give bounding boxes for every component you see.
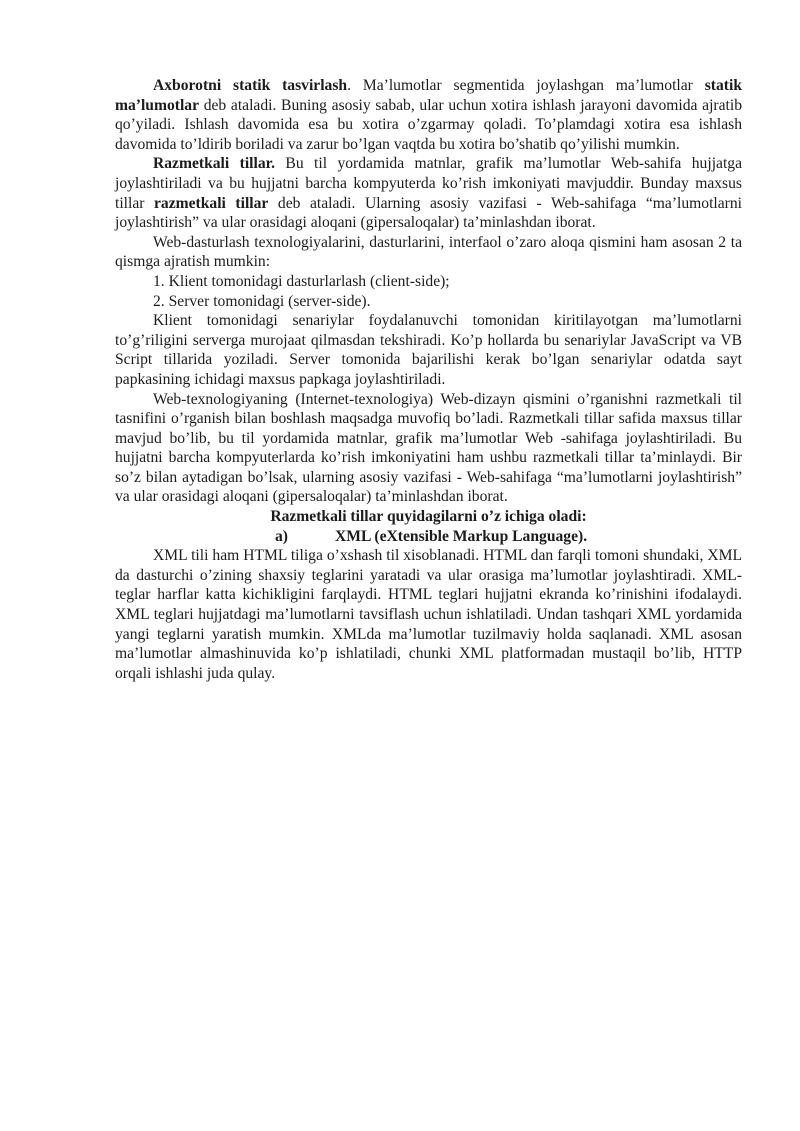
document-page bbox=[115, 76, 742, 683]
paragraph-text: deb ataladi. Ularning asosiy vazifasi - Web-sahifaga “ma’lumotlarni joylashtirish” va ular orasidagi aloqani (gipersaloqalar) ta’minlashdan iborat. bbox=[115, 194, 743, 232]
list-item-client-side: 1. Klient tomonidagi dasturlarlash (client-side); bbox=[153, 272, 450, 290]
paragraph-client-scenarios: Klient tomonidagi senariylar foydalanuvchi tomonidan kiritilayotgan ma’lumotlarni to’g’riligini serverga murojaat qilmasdan tekshiradi. Ko’p hollarda bu senariylar JavaScript va VB Script tillarida yoziladi. Server tomonida bajarilishi kerak bo’lgan senariylar odatda sayt papkasining ichidagi maxsus papkaga joylashtiriladi. bbox=[115, 312, 742, 388]
term-markup-languages: Razmetkali tillar. bbox=[153, 155, 276, 173]
paragraph-web-programming: Web-dasturlash texnologiyalarini, dasturlarini, interfaol o’zaro aloqa qismini ham asosan 2 ta qismga ajratish mumkin: bbox=[115, 233, 742, 271]
subheading-marker: a) bbox=[275, 527, 288, 545]
list-item-server-side: 2. Server tomonidagi (server-side). bbox=[153, 292, 371, 310]
paragraph-text: Bu til yordamida matnlar, grafik ma’lumotlar Web-sahifa hujjatga joylashtiriladi va bu hujjatni barcha kompyuterda ko’rish imkoniyati mavjuddir. Bunday maxsus tillar bbox=[115, 155, 742, 212]
term-static-data: statik ma’lumotlar bbox=[115, 77, 742, 114]
section-heading: Razmetkali tillar quyidagilarni o’z ichiga oladi: bbox=[270, 508, 587, 526]
paragraph-markup-languages bbox=[115, 154, 742, 232]
term-markup-languages-inline: razmetkali tillar bbox=[154, 194, 269, 212]
subheading-xml bbox=[115, 527, 742, 547]
paragraph-text: . Ma’lumotlar segmentida joylashgan ma’lumotlar bbox=[347, 77, 705, 94]
paragraph-text: deb ataladi. Buning asosiy sabab, ular uchun xotira ishlash jarayoni davomida ajratib qo’yiladi. Ishlash davomida esa bu xotira o’zgarmay qoladi. To’plamdagi xotira esa ishlash davomida to’ldirib boriladi va zarur bo’lgan vaqtda bu xotira bo’shatib qo’yilishi mumkin. bbox=[115, 96, 742, 153]
paragraph-static-description bbox=[115, 76, 742, 154]
paragraph-web-technology: Web-texnologiyaning (Internet-texnologiya) Web-dizayn qismini o’rganishni razmetkali til tasnifini o’rganish bilan boshlash maqsadga muvofiq bo’ladi. Razmetkali tillar safida maxsus tillar mavjud bo’lib, bu til yordamida matnlar, grafik ma’lumotlar Web -sahifaga joylashtiriladi. Bu hujjatni barcha kompyuterlarda ko’rish imkoniyatini ham ushbu razmetkali tillar ta’minlaydi. Bir so’z bilan aytadigan bo’lsak, ularning asosiy vazifasi - Web-sahifaga “ma’lumotlarni joylashtirish” va ular orasidagi aloqani (gipersaloqalar) ta’minlashdan iborat. bbox=[115, 390, 742, 506]
term-static-description: Axborotni statik tasvirlash bbox=[153, 77, 348, 94]
subheading-text: XML (eXtensible Markup Language). bbox=[335, 527, 588, 545]
paragraph-xml: XML tili ham HTML tiliga o’xshash til xisoblanadi. HTML dan farqli tomoni shundaki, XML da dasturchi o’zining shaxsiy teglarini yaratadi va ular orasiga ma’lumotlar joylashtiradi. XML-teglar harflar katta kichikligini farqlaydi. HTML teglari hujjatni ekranda ko’rinishini ifodalaydi. XML teglari hujjatdagi ma’lumotlarni tavsiflash uchun ishlatiladi. Undan tashqari XML yordamida yangi teglarni yaratish mumkin. XMLda ma’lumotlar tuzilmaviy holda saqlanadi. XML asosan ma’lumotlar almashinuvida ko’p ishlatiladi, chunki XML platformadan mustaqil bo’lib, HTTP orqali ishlashi juda qulay. bbox=[115, 547, 742, 682]
